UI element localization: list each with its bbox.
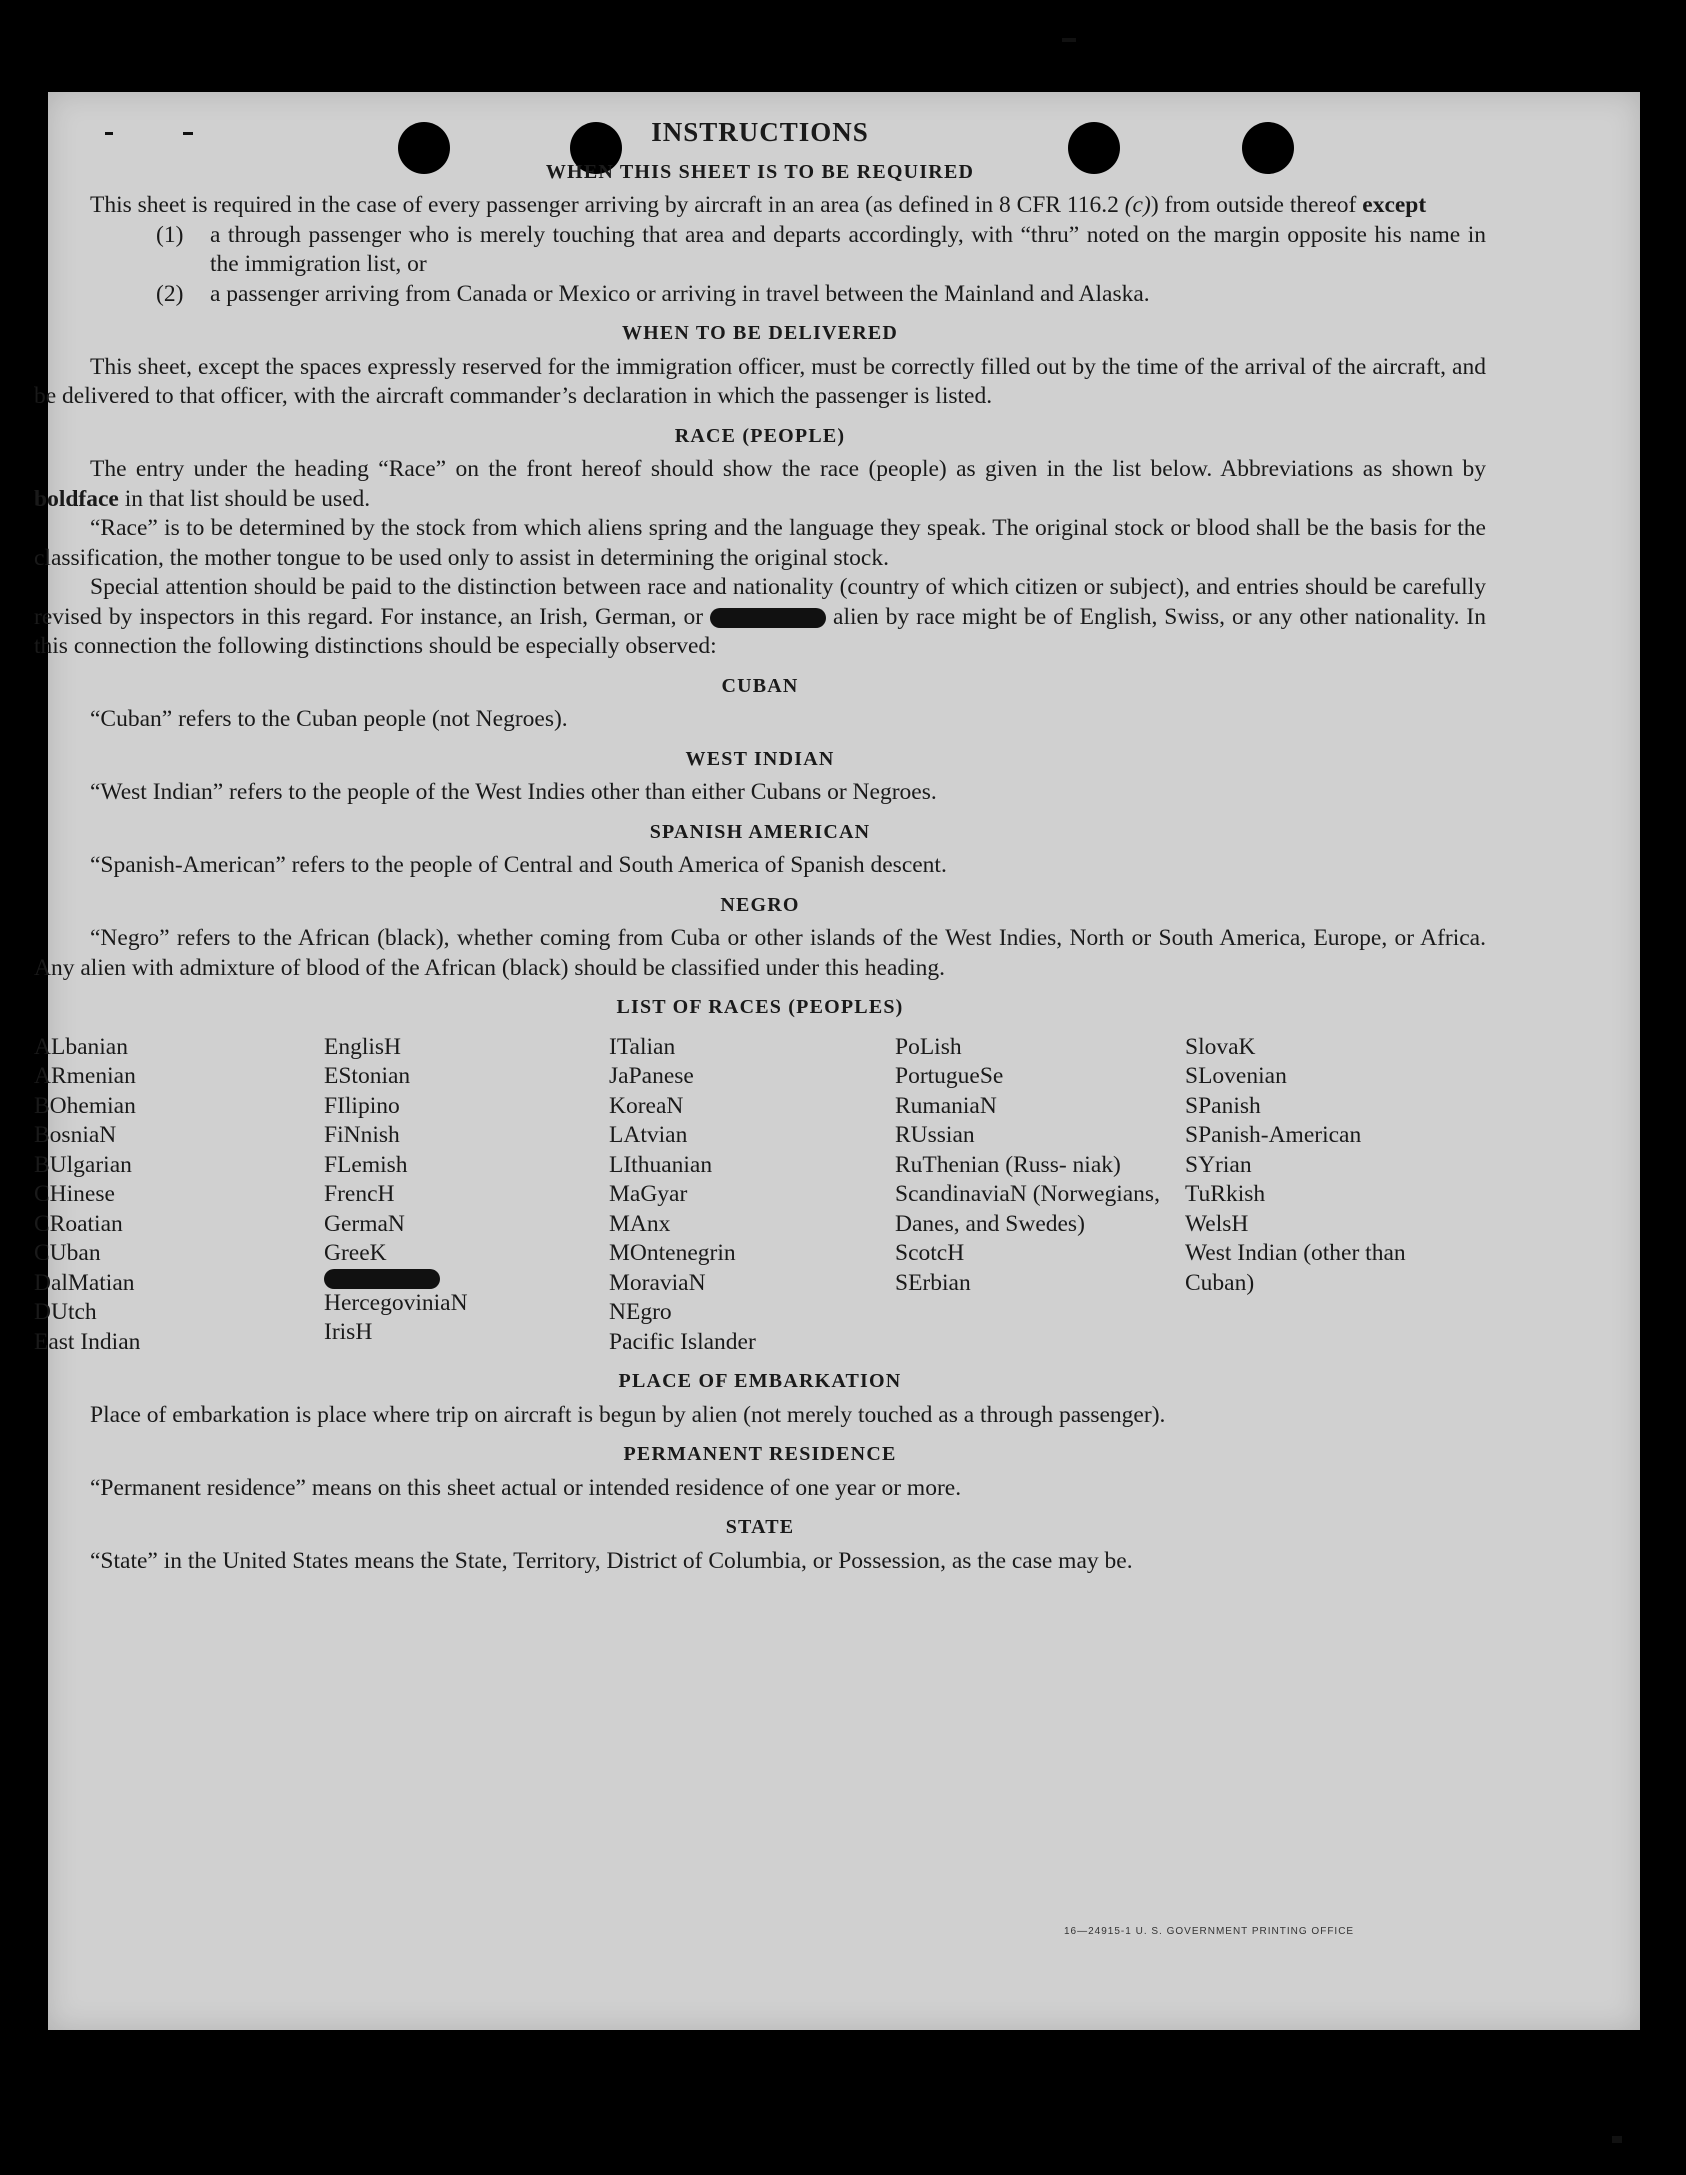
scan-speck (1062, 38, 1076, 42)
printing-office-footer: 16—24915-1 U. S. GOVERNMENT PRINTING OFFICE (1064, 1926, 1355, 1937)
race-entry: MoraviaN (609, 1269, 706, 1296)
races-column-4 (895, 1033, 1185, 1358)
race-entry: DUtch (34, 1299, 97, 1325)
race-entry: MaGyar (609, 1181, 688, 1207)
race-entry: SPanish (1185, 1092, 1261, 1119)
page-title: INSTRUCTIONS (651, 117, 869, 147)
races-list (34, 1033, 1486, 1358)
race-entry: JaPanese (609, 1063, 694, 1089)
race-entry: GermaN (324, 1210, 405, 1237)
race-entry: NEgro (609, 1299, 672, 1325)
race-entry: BOhemian (34, 1092, 136, 1119)
races-list-heading: LIST OF RACES (PEOPLES) (616, 996, 904, 1018)
cuban-text: “Cuban” refers to the Cuban people (not Negroes). (90, 706, 568, 732)
race-entry: EnglisH (324, 1033, 402, 1060)
section-heading-required: WHEN THIS SHEET IS TO BE REQUIRED (545, 160, 975, 183)
section-heading-delivered: WHEN TO BE DELIVERED (621, 322, 899, 344)
race-entry: CRoatian (34, 1210, 123, 1237)
race-entry: CUban (34, 1240, 101, 1266)
race-entry: FiNnish (324, 1122, 400, 1148)
race-entry: West Indian (other than Cuban) (1185, 1240, 1406, 1296)
race-entry: SYrian (1185, 1151, 1252, 1178)
race-entry: BosniaN (34, 1122, 117, 1148)
race-entry: WelsH (1185, 1210, 1249, 1237)
race-entry: ITalian (609, 1033, 676, 1060)
scan-speck (1612, 2136, 1622, 2143)
section-heading-west-indian: WEST INDIAN (685, 747, 835, 770)
race-entry: Pacific Islander (609, 1328, 756, 1355)
race-entry: IrisH (324, 1319, 373, 1345)
race-entry: GreeK (324, 1240, 387, 1266)
races-column-1 (34, 1033, 324, 1358)
race-paragraph-3: Special attention should be paid to the distinction between race and nationality (country of which citizen or subject), and entries should be carefully revised by inspectors in this regard. For instance, an Irish, German, or alien by race might be of English, Swiss, or any other nationality. In this connection the following distinctions should be especially observed: (34, 574, 1487, 659)
west-indian-text: “West Indian” refers to the people of the West Indies other than either Cubans or Negroes. (90, 779, 937, 805)
race-entry: LAtvian (609, 1122, 688, 1148)
race-entry: ARmenian (34, 1063, 136, 1089)
redaction-mark (710, 608, 826, 628)
redacted-race-entry (324, 1269, 609, 1289)
race-entry: RuThenian (Russ- niak) (895, 1151, 1121, 1178)
section-heading-negro: NEGRO (720, 893, 800, 916)
section-heading-state: STATE (725, 1516, 795, 1538)
race-entry: CHinese (34, 1181, 115, 1207)
race-entry: ScandinaviaN (Norwegians, Danes, and Swedes) (895, 1181, 1160, 1237)
race-entry: TuRkish (1185, 1181, 1266, 1207)
redaction-mark (324, 1269, 440, 1289)
race-paragraph-2: “Race” is to be determined by the stock from which aliens spring and the language they speak. The original stock or blood shall be the basis for the classification, the mother tongue to be used only to assist in determining the original stock. (34, 515, 1486, 571)
race-entry: BUlgarian (34, 1151, 132, 1178)
state-text: “State” in the United States means the State, Territory, District of Columbia, or Possession, as the case may be. (90, 1547, 1133, 1574)
required-intro: This sheet is required in the case of every passenger arriving by aircraft in an area (as defined in 8 CFR 116.2 (c)) from outside thereof except (90, 192, 1427, 218)
race-entry: PoLish (895, 1033, 962, 1060)
races-column-5 (1185, 1033, 1475, 1358)
race-entry: HercegoviniaN (324, 1289, 468, 1316)
race-entry: FLemish (324, 1151, 408, 1178)
instructions-content (34, 118, 1486, 1576)
section-heading-cuban: CUBAN (721, 674, 799, 697)
race-entry: RumaniaN (895, 1092, 997, 1119)
negro-text: “Negro” refers to the African (black), whether coming from Cuba or other islands of the West Indies, North or South America, Europe, or Africa. Any alien with admixture of blood of the African (black) should be classified under this heading. (34, 925, 1486, 981)
required-exception-1: (1) a through passenger who is merely touching that area and departs accordingly, with “thru” noted on the margin opposite his name in the immigration list, or (156, 221, 1486, 277)
race-entry: FIlipino (324, 1092, 400, 1119)
section-heading-race: RACE (PEOPLE) (674, 424, 846, 447)
race-entry: PortugueSe (895, 1063, 1004, 1089)
embarkation-text: Place of embarkation is place where trip on aircraft is begun by alien (not merely touched as a through passenger). (90, 1401, 1166, 1428)
residence-text: “Permanent residence” means on this sheet actual or intended residence of one year or more. (90, 1474, 962, 1501)
race-entry: SErbian (895, 1269, 971, 1296)
races-column-3 (609, 1033, 895, 1358)
race-entry: DalMatian (34, 1269, 135, 1296)
races-column-2 (324, 1033, 609, 1358)
section-heading-spanish-american: SPANISH AMERICAN (649, 820, 871, 843)
race-entry: SlovaK (1185, 1033, 1256, 1060)
race-entry: KoreaN (609, 1092, 684, 1119)
race-entry: LIthuanian (609, 1151, 713, 1178)
race-entry: RUssian (895, 1122, 975, 1148)
race-entry: East Indian (34, 1328, 141, 1355)
race-entry: SLovenian (1185, 1063, 1287, 1089)
race-entry: SPanish-American (1185, 1122, 1362, 1148)
race-entry: MOntenegrin (609, 1240, 736, 1266)
race-paragraph-1: The entry under the heading “Race” on the front hereof should show the race (people) as given in the list below. Abbreviations as shown by boldface in that list should be used. (34, 456, 1486, 512)
section-heading-residence: PERMANENT RESIDENCE (623, 1443, 897, 1465)
race-entry: ScotcH (895, 1240, 965, 1266)
race-entry: MAnx (609, 1210, 671, 1237)
required-exception-2: (2) a passenger arriving from Canada or Mexico or arriving in travel between the Mainland and Alaska. (156, 280, 1150, 307)
race-entry: ALbanian (34, 1033, 128, 1060)
section-heading-embarkation: PLACE OF EMBARKATION (618, 1370, 902, 1392)
race-entry: EStonian (324, 1063, 411, 1089)
spanish-american-text: “Spanish-American” refers to the people of Central and South America of Spanish descent. (90, 852, 947, 878)
race-entry: FrencH (324, 1181, 395, 1207)
delivered-text: This sheet, except the spaces expressly reserved for the immigration officer, must be correctly filled out by the time of the arrival of the aircraft, and be delivered to that officer, with the aircraft commander’s declaration in which the passenger is listed. (34, 353, 1486, 409)
